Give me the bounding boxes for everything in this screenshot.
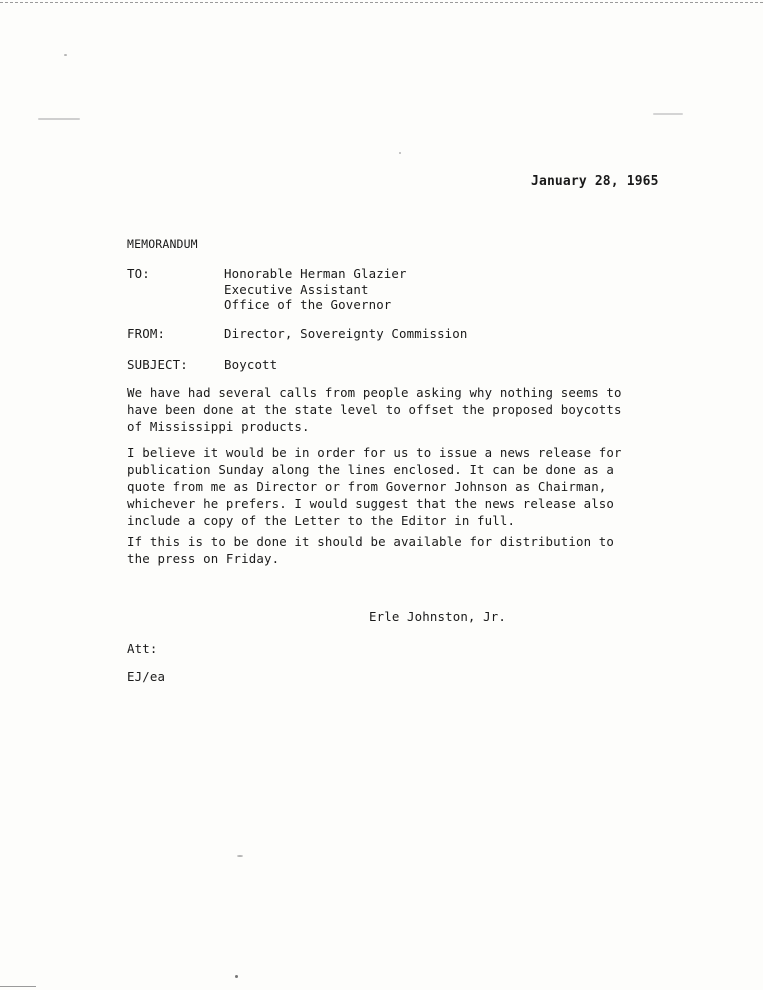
bottom-edge-mark [0, 986, 36, 987]
body-line: I believe it would be in order for us to issue a news release for [127, 445, 622, 460]
from-label: FROM: [127, 326, 166, 341]
recipient-name: Honorable Herman Glazier [224, 266, 407, 281]
body-line: If this is to be done it should be available for distribution to [127, 534, 615, 549]
body-line: include a copy of the Letter to the Editor in full. [127, 513, 516, 528]
subject-label: SUBJECT: [127, 357, 188, 372]
scan-speck [399, 152, 401, 154]
scan-speck [237, 855, 243, 857]
memo-date: January 28, 1965 [531, 174, 659, 189]
signature: Erle Johnston, Jr. [369, 609, 506, 624]
body-line: the press on Friday. [127, 551, 280, 566]
body-line: publication Sunday along the lines enclosed. It can be done as a [127, 462, 615, 477]
body-line: have been done at the state level to offset the proposed boycotts [127, 402, 622, 417]
body-line: whichever he prefers. I would suggest that the news release also [127, 496, 615, 511]
scan-speck [64, 54, 67, 56]
body-line: quote from me as Director or from Governor Johnson as Chairman, [127, 479, 607, 494]
attachment-label: Att: [127, 641, 158, 656]
memo-heading: MEMORANDUM [127, 237, 198, 251]
typist-initials: EJ/ea [127, 669, 166, 684]
top-edge-rule [0, 2, 763, 3]
body-paragraph-1 [127, 384, 622, 435]
body-paragraph-2 [127, 444, 622, 529]
subject-value: Boycott [224, 357, 278, 372]
scan-speck [653, 113, 683, 115]
sender-value: Director, Sovereignty Commission [224, 326, 468, 341]
body-line: of Mississippi products. [127, 419, 310, 434]
body-line: We have had several calls from people asking why nothing seems to [127, 385, 622, 400]
scan-speck [38, 118, 80, 120]
to-label: TO: [127, 266, 150, 281]
recipient-title: Executive Assistant [224, 282, 369, 297]
recipient-office: Office of the Governor [224, 297, 392, 312]
scan-speck [235, 975, 238, 978]
body-paragraph-3 [127, 533, 614, 567]
